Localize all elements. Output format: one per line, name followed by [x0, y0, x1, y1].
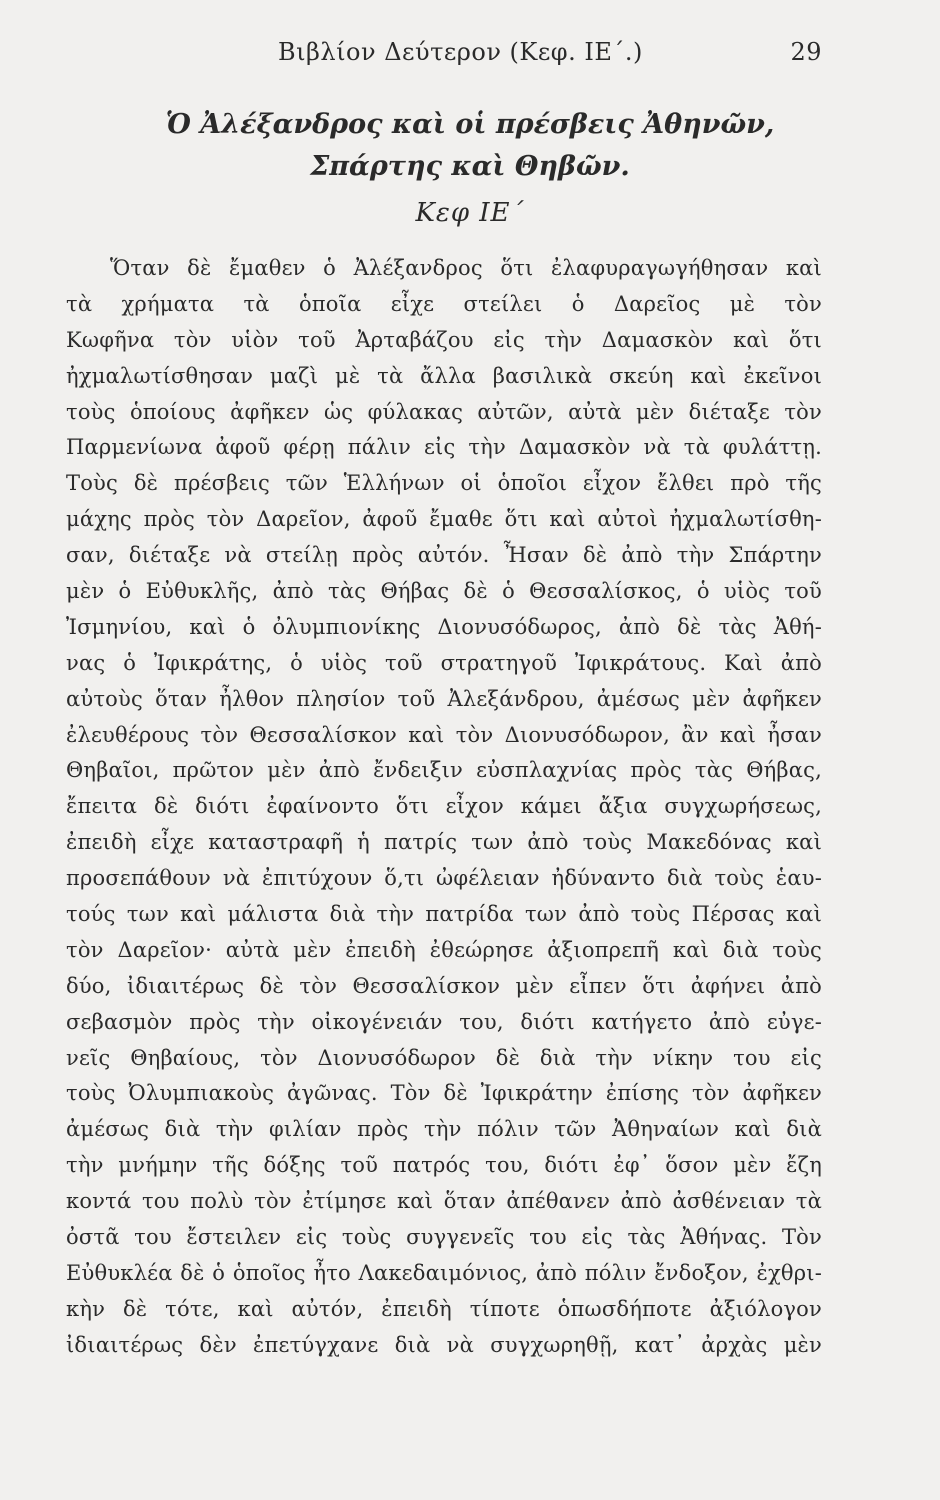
text-line: νας ὁ Ἰφικράτης, ὁ υἱὸς τοῦ στρατηγοῦ Ἰφικράτους. Καὶ ἀπὸ	[66, 650, 822, 675]
text-line: σαν, διέταξε νὰ στείλῃ πρὸς αὐτόν. Ἦσαν δὲ ἀπὸ τὴν Σπάρτην	[66, 543, 822, 568]
text-line: τὰ χρήματα τὰ ὁποῖα εἶχε στείλει ὁ Δαρεῖος μὲ τὸν	[66, 291, 822, 316]
body-text	[66, 251, 822, 1364]
text-line: κὴν δὲ τότε, καὶ αὐτόν, ἐπειδὴ τίποτε ὁπωσδήποτε ἀξιόλογον	[66, 1296, 822, 1321]
text-line: Παρμενίωνα ἀφοῦ φέρῃ πάλιν εἰς τὴν Δαμασκὸν νὰ τὰ φυλάττῃ.	[66, 435, 822, 460]
text-line: τὸν Δαρεῖον· αὐτὰ μὲν ἐπειδὴ ἐθεώρησε ἀξιοπρεπῆ καὶ διὰ τοὺς	[66, 937, 822, 962]
text-line: ἀμέσως διὰ τὴν φιλίαν πρὸς τὴν πόλιν τῶν Ἀθηναίων καὶ διὰ	[66, 1117, 822, 1142]
text-line: νεῖς Θηβαίους, τὸν Διονυσόδωρον δὲ διὰ τὴν νίκην του εἰς	[66, 1045, 822, 1070]
text-line: ἐλευθέρους τὸν Θεσσαλίσκον καὶ τὸν Διονυσόδωρον, ἂν καὶ ἦσαν	[66, 722, 822, 747]
running-title: Βιβλίον Δεύτερον (Κεφ. ΙΕ΄.)	[278, 38, 643, 66]
text-line: Τοὺς δὲ πρέσβεις τῶν Ἑλλήνων οἱ ὁποῖοι εἶχον ἔλθει πρὸ τῆς	[66, 471, 822, 496]
text-line: τούς των καὶ μάλιστα διὰ τὴν πατρίδα των ἀπὸ τοὺς Πέρσας καὶ	[66, 902, 822, 927]
chapter-label: Κεφ ΙΕ΄	[415, 198, 525, 228]
chapter-title-line-1: Ὁ Ἀλέξανδρος καὶ οἱ πρέσβεις Ἀθηνῶν,	[165, 109, 775, 140]
text-line: ὀστᾶ του ἔστειλεν εἰς τοὺς συγγενεῖς του εἰς τὰς Ἀθήνας. Τὸν	[66, 1225, 822, 1250]
text-line: τοὺς Ὀλυμπιακοὺς ἀγῶνας. Τὸν δὲ Ἰφικράτην ἐπίσης τὸν ἀφῆκεν	[66, 1081, 822, 1106]
text-line: ἐπειδὴ εἶχε καταστραφῆ ἡ πατρίς των ἀπὸ τοὺς Μακεδόνας καὶ	[66, 830, 822, 855]
text-line: Ἰσμηνίου, καὶ ὁ ὀλυμπιονίκης Διονυσόδωρος, ἀπὸ δὲ τὰς Ἀθή-	[66, 614, 822, 639]
text-line: Κωφῆνα τὸν υἱὸν τοῦ Ἀρταβάζου εἰς τὴν Δαμασκὸν καὶ ὅτι	[66, 327, 822, 352]
text-line: ἠχμαλωτίσθησαν μαζὶ μὲ τὰ ἄλλα βασιλικὰ σκεύη καὶ ἐκεῖνοι	[66, 363, 822, 388]
text-line: τοὺς ὁποίους ἀφῆκεν ὡς φύλακας αὐτῶν, αὐτὰ μὲν διέταξε τὸν	[66, 399, 822, 424]
chapter-title	[90, 104, 850, 188]
text-line: τὴν μνήμην τῆς δόξης τοῦ πατρός του, διότι ἐφ᾽ ὅσον μὲν ἔζη	[66, 1153, 822, 1178]
text-line: Θηβαῖοι, πρῶτον μὲν ἀπὸ ἔνδειξιν εὐσπλαχνίας πρὸς τὰς Θήβας,	[66, 758, 822, 783]
page-number: 29	[790, 38, 822, 66]
text-line: δύο, ἰδιαιτέρως δὲ τὸν Θεσσαλίσκον μὲν εἶπεν ὅτι ἀφήνει ἀπὸ	[66, 973, 822, 998]
running-header	[278, 38, 822, 78]
chapter-title-line-2: Σπάρτης καὶ Θηβῶν.	[310, 151, 630, 182]
text-line: ἰδιαιτέρως δὲν ἐπετύγχανε διὰ νὰ συγχωρηθῇ, κατ᾽ ἀρχὰς μὲν	[66, 1332, 822, 1357]
text-line: αὐτοὺς ὅταν ἦλθον πλησίον τοῦ Ἀλεξάνδρου, ἀμέσως μὲν ἀφῆκεν	[66, 686, 822, 711]
text-line: Ὅταν δὲ ἔμαθεν ὁ Ἀλέξανδρος ὅτι ἐλαφυραγωγήθησαν καὶ	[110, 256, 822, 280]
text-line: μάχης πρὸς τὸν Δαρεῖον, ἀφοῦ ἔμαθε ὅτι καὶ αὐτοὶ ἠχμαλωτίσθη-	[66, 507, 822, 532]
text-line: σεβασμὸν πρὸς τὴν οἰκογένειάν του, διότι κατήγετο ἀπὸ εὐγε-	[66, 1009, 822, 1034]
text-line: κοντά του πολὺ τὸν ἐτίμησε καὶ ὅταν ἀπέθανεν ἀπὸ ἀσθένειαν τὰ	[66, 1189, 822, 1214]
text-line: Εὐθυκλέα δὲ ὁ ὁποῖος ἦτο Λακεδαιμόνιος, ἀπὸ πόλιν ἔνδοξον, ἐχθρι-	[66, 1260, 822, 1285]
text-line: προσεπάθουν νὰ ἐπιτύχουν ὅ,τι ὠφέλειαν ἠδύναντο διὰ τοὺς ἑαυ-	[66, 866, 822, 891]
text-line: ἔπειτα δὲ διότι ἐφαίνοντο ὅτι εἶχον κάμει ἄξια συγχωρήσεως,	[66, 794, 822, 819]
text-line: μὲν ὁ Εὐθυκλῆς, ἀπὸ τὰς Θήβας δὲ ὁ Θεσσαλίσκος, ὁ υἱὸς τοῦ	[66, 579, 822, 604]
